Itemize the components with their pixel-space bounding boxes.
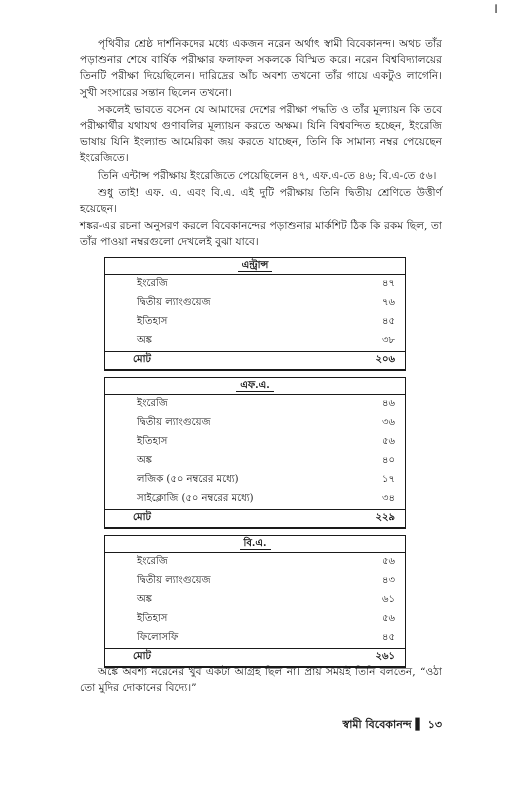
table-row — [105, 414, 405, 433]
paragraph: পৃথিবীর শ্রেষ্ঠ দার্শনিকদের মধ্যে একজন নরেন অর্থাৎ স্বামী বিবেকানন্দ। অথচ তাঁর পড়াশুনার শেষে বার্ষিক পরীক্ষার ফলাফল সকলকে বিস্মিত করে। নরেন বিশ্ববিদ্যালয়ের তিনটি পরীক্ষা দিয়েছিলেন। দারিদ্রের আঁচ অবশ্য তখনো তাঁর গায়ে একটুও লাগেনি। সুখী সংসারের সন্তান ছিলেন তখনো। — [80, 38, 442, 99]
subject-name: ইংরেজি — [137, 398, 168, 410]
table-title — [105, 378, 405, 395]
subject-name: ইতিহাস — [137, 613, 168, 625]
table-row — [105, 332, 405, 351]
table-row — [105, 313, 405, 332]
subject-name: দ্বিতীয় ল্যাংগুয়েজ — [137, 575, 211, 587]
subject-name: লজিক (৫০ নম্বরের মধ্যে) — [137, 474, 239, 486]
table-title-text: বি.এ. — [240, 538, 271, 550]
table-title-text: এন্ট্রান্স — [238, 260, 273, 272]
total-label: মোট — [133, 354, 151, 366]
subject-name: ইংরেজি — [137, 278, 168, 290]
total-label: মোট — [133, 651, 151, 663]
body-text — [80, 36, 442, 674]
total-value: ২৬১ — [375, 651, 395, 663]
subject-marks: ১৭ — [382, 474, 395, 486]
table-row — [105, 433, 405, 452]
subject-name: দ্বিতীয় ল্যাংগুয়েজ — [137, 417, 211, 429]
subject-marks: ৪৩ — [382, 575, 395, 587]
subject-name: দ্বিতীয় ল্যাংগুয়েজ — [137, 297, 211, 309]
subject-marks: ৪৫ — [382, 632, 395, 644]
subject-name: ইতিহাস — [137, 436, 168, 448]
table-row — [105, 452, 405, 471]
table-title — [105, 536, 405, 553]
table-row — [105, 591, 405, 610]
table-row — [105, 572, 405, 591]
table-row — [105, 275, 405, 294]
total-value: ২২৯ — [375, 512, 395, 524]
marks-table — [104, 377, 406, 529]
table-total-row — [105, 351, 405, 369]
subject-name: ইতিহাস — [137, 316, 168, 328]
paragraph: তিনি এন্টান্স পরীক্ষায় ইংরেজিতে পেয়েছিলেন ৪৭, এফ.এ-তে ৪৬; বি.এ-তে ৫৬। — [98, 169, 437, 182]
table-row — [105, 610, 405, 629]
paragraph: সকলেই ভাবতে বসেন যে আমাদের দেশের পরীক্ষা পদ্ধতি ও তাঁর মূল্যায়ন কি তবে পরীক্ষার্থীর যথাযথ গুণাবলির মূল্যায়ন করতে অক্ষম। যিনি বিশ্ববন্দিত হচ্ছেন, ইংরেজি ভাষায় যিনি ইংল্যান্ড আমেরিকা জয় করতে যাচ্ছেন, তিনি কি সামান্য নম্বর পেয়েছেন ইংরেজিতে। — [80, 103, 442, 165]
marks-table — [104, 535, 406, 668]
subject-marks: ৪৫ — [382, 316, 395, 328]
subject-name: ইংরেজি — [137, 556, 168, 568]
table-row — [105, 629, 405, 648]
subject-marks: ৪৬ — [382, 398, 395, 410]
subject-name: অঙ্ক — [137, 455, 152, 467]
subject-name: সাইক্লোজি (৫০ নম্বরের মধ্যে) — [137, 493, 254, 505]
table-row — [105, 471, 405, 490]
closing-text — [80, 664, 442, 696]
total-label: মোট — [133, 512, 151, 524]
corner-mark: । — [492, 1, 498, 17]
subject-marks: ৪৭ — [382, 278, 395, 290]
paragraph: শঙ্কর-এর রচনা অনুসরণ করলে বিবেকানন্দের পড়াশুনার মার্কশিট ঠিক কি রকম ছিল, তা তাঁর পাওয়া নম্বরগুলো দেখলেই বুঝা যাবে। — [80, 220, 442, 249]
running-footer: স্বামী বিবেকানন্দ ▌ ১৩ — [342, 718, 442, 731]
subject-marks: ৩৬ — [381, 417, 395, 429]
subject-marks: ৬১ — [382, 594, 395, 606]
table-row — [105, 395, 405, 414]
table-row — [105, 294, 405, 313]
subject-name: অঙ্ক — [137, 594, 152, 606]
subject-marks: ৭৬ — [381, 297, 395, 309]
subject-marks: ৫৬ — [382, 556, 395, 568]
paragraph: শুধু তাই! এফ. এ. এবং বি.এ. এই দুটি পরীক্ষায় তিনি দ্বিতীয় শ্রেণিতে উত্তীর্ণ হয়েছেন। — [80, 186, 442, 216]
subject-name: অঙ্ক — [137, 335, 152, 347]
closing-paragraph: অঙ্কে অবশ্য নরেনের খুব একটা আগ্রহ ছিল না। প্রায় সময়ই তিনি বলতেন, “ওঠা তো মুদির দোকানের বিদ্যে।” — [80, 666, 442, 695]
subject-name: ফিলোসফি — [137, 632, 179, 644]
subject-marks: ৪০ — [382, 455, 395, 467]
marks-tables — [104, 257, 406, 668]
table-total-row — [105, 648, 405, 666]
table-title-text: এফ.এ. — [236, 380, 274, 392]
table-row — [105, 490, 405, 509]
subject-marks: ৩৪ — [382, 493, 395, 505]
table-total-row — [105, 509, 405, 527]
marks-table — [104, 257, 406, 371]
table-row — [105, 553, 405, 572]
total-value: ২০৬ — [375, 354, 395, 366]
subject-marks: ৫৬ — [382, 436, 395, 448]
subject-marks: ৫৬ — [382, 613, 395, 625]
subject-marks: ৩৮ — [382, 335, 395, 347]
table-title — [105, 258, 405, 275]
